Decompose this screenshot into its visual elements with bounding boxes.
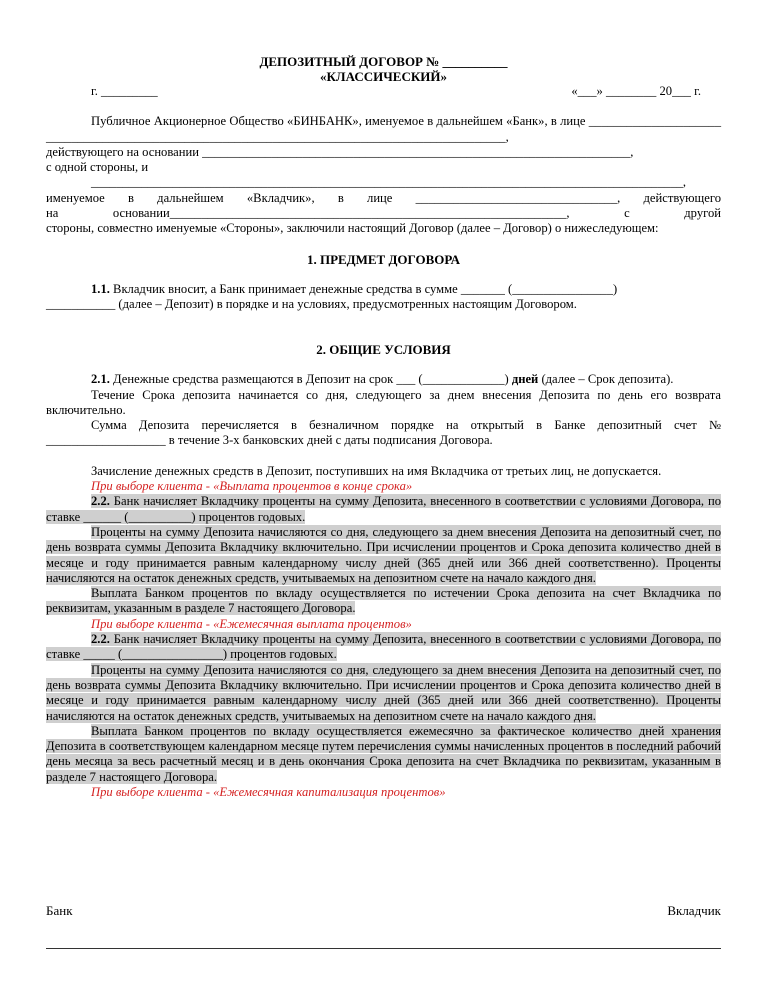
clause-text-rest: (далее – Срок депозита). <box>538 372 674 387</box>
clause-2-2-option-b-accrual <box>46 663 721 724</box>
option-note-monthly-payout: При выборе клиента - «Ежемесячная выплата процентов» <box>91 616 412 631</box>
highlighted-text: Проценты на сумму Депозита начисляются со дня, следующего за днем внесения Депозита на депозитный счет, по день возврата суммы Депозита Вкладчику включительно. При исчислении процентов и Срока депозита количество дней в месяце и году принимается равным календарному числу дней (365 дней или 366 дней соответственно). Проценты начисляются на остаток денежных средств, учитываемых на депозитном счете на начало каждого дня. <box>46 662 721 723</box>
intro-paragraph-5: именуемое в дальнейшем «Вкладчик», в лице ________________________________, действующего <box>46 190 721 205</box>
clause-2-2-option-b-payout <box>46 724 721 785</box>
clause-2-1-third-party: Зачисление денежных средств в Депозит, поступивших на имя Вкладчика от третьих лиц, не допускается. <box>91 463 662 478</box>
section-1-heading: 1. ПРЕДМЕТ ДОГОВОРА <box>306 251 461 267</box>
highlighted-text: Выплата Банком процентов по вкладу осуществляется ежемесячно за фактическое количество дней хранения Депозита в соответствующем календарном месяце путем перечисления суммы начисленных процентов в последний рабочий день месяца за весь расчетный месяц и в день окончания Срока депозита на счет Вкладчика по реквизитам, указанным в разделе 7 настоящего Договора. <box>46 723 721 784</box>
document-subtitle: «КЛАССИЧЕСКИЙ» <box>320 69 447 84</box>
clause-number: 2.2. <box>91 494 110 509</box>
clause-2-2-option-a-accrual <box>46 525 721 586</box>
clause-text: Вкладчик вносит, а Банк принимает денежные средства в сумме _______ (________________) <box>109 281 618 296</box>
document-title: ДЕПОЗИТНЫЙ ДОГОВОР № __________ <box>259 54 508 69</box>
clause-text: Денежные средства размещаются в Депозит на срок ___ (_____________) <box>109 372 512 387</box>
clause-2-2-option-a <box>46 494 721 525</box>
clause-2-1-term: Течение Срока депозита начинается со дня, следующего за днем внесения Депозита по день его возврата включительно. <box>46 387 721 417</box>
section-2-heading: 2. ОБЩИЕ УСЛОВИЯ <box>316 342 451 358</box>
signature-row <box>46 903 721 919</box>
clause-text: Банк начисляет Вкладчику проценты на сумму Депозита, внесенного в соответствии с условиями Договора, по ставке _____ (________________) процентов годовых. <box>46 632 721 662</box>
date-field: «___» ________ 20___ г. <box>571 84 701 98</box>
intro-paragraph-7: стороны, совместно именуемые «Стороны», заключили настоящий Договор (далее – Договор) о нижеследующем: <box>46 221 659 236</box>
clause-number: 2.2. <box>91 632 110 647</box>
contract-document <box>46 54 721 800</box>
highlighted-text: Выплата Банком процентов по вкладу осуществляется по истечении Срока депозита на счет Вкладчика по реквизитам, указанным в разделе 7 настоящего Договора. <box>46 586 721 616</box>
intro-paragraph-1: Публичное Акционерное Общество «БИНБАНК», именуемое в дальнейшем «Банк», в лице ______________________________________________________________________________________________, <box>46 114 721 144</box>
clause-1-1 <box>46 282 721 297</box>
clause-text: Банк начисляет Вкладчику проценты на сумму Депозита, внесенного в соответствии с условиями Договора, по ставке ______ (__________) процентов годовых. <box>46 494 721 524</box>
clause-1-1-line2: ___________ (далее – Депозит) в порядке и на условиях, предусмотренных настоящим Договором. <box>46 296 577 311</box>
intro-paragraph-3: с одной стороны, и <box>46 160 149 175</box>
depositor-signature-label: Вкладчик <box>667 903 721 918</box>
intro-paragraph-6: на основании_______________________________________________________________, с другой <box>46 206 721 221</box>
clause-2-1-transfer: Сумма Депозита перечисляется в безналичном порядке на открытый в Банке депозитный счет № ___________________ в течение 3-х банковских дней с даты подписания Договора. <box>46 418 721 448</box>
intro-paragraph-4: ______________________________________________________________________________________________, <box>91 175 687 190</box>
city-field: г. _________ <box>91 84 158 98</box>
signature-divider <box>46 948 721 949</box>
clause-2-2-option-b <box>46 632 721 663</box>
clause-text-bold: дней <box>511 372 539 387</box>
clause-number: 2.1. <box>91 372 110 387</box>
option-note-capitalization: При выборе клиента - «Ежемесячная капитализация процентов» <box>91 784 446 799</box>
highlighted-text: Проценты на сумму Депозита начисляются со дня, следующего за днем внесения Депозита на депозитный счет, по день возврата суммы Депозита Вкладчику включительно. При исчислении процентов и Срока депозита количество дней в месяце и году принимается равным календарному числу дней (365 дней или 366 дней соответственно). Проценты начисляются на остаток денежных средств, учитываемых на депозитном счете на начало каждого дня. <box>46 524 721 585</box>
clause-number: 1.1. <box>91 281 110 296</box>
place-date-row <box>46 84 721 99</box>
clause-2-2-option-a-payout <box>46 586 721 617</box>
bank-signature-label: Банк <box>46 903 73 918</box>
intro-paragraph-2: действующего на основании ____________________________________________________________________, <box>46 144 634 159</box>
option-note-end-of-term: При выборе клиента - «Выплата процентов в конце срока» <box>91 479 413 494</box>
clause-2-1 <box>46 372 721 387</box>
